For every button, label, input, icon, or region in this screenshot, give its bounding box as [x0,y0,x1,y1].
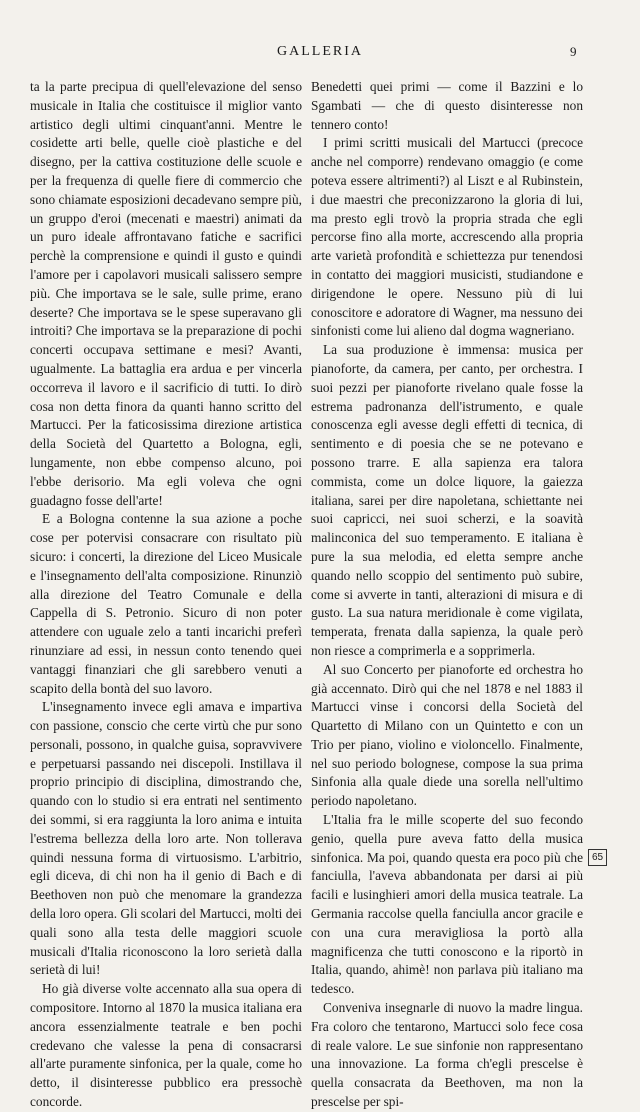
page-number: 9 [570,44,577,59]
paragraph: La sua produzione è immensa: musica per pianoforte, da camera, per canto, per orchestra. I suoi pezzi per pianoforte rivelano quale fosse la estrema padronanza dell'istrumento, e quale conoscenza egli avesse degli effetti di tecnica, di sentimento e di poesia che se ne potevano e possono trarre. E alla sapienza era talora commista, come un dolce liquore, la gaiezza italiana, sarei per dire napoletana, schiettante nei suoi capricci, nei suoi scherzi, e la soavità malinconica del suo temperamento. E italiana è pure la sua melodia, ed eletta sempre anche quando nello scoppio del sentimento può subire, come si avverte in tanti, alterazioni di misura e di gusto. La sua natura meridionale è come vigilata, temperata, frenata dalla sapienza, la quale però non riesce a comprimerla e a sopprimerla. [311,342,583,658]
paragraph: E a Bologna contenne la sua azione a poche cose per potervisi consacrare con risultato più sicuro: i concerti, la direzione del Liceo Musicale e l'insegnamento dell'alta composizione. Rinunziò alla direzione del Teatro Comunale e della Cappella di S. Petronio. Sicuro di non poter attendere con uguale zelo a tanti incarichi preferì rinunziare ad essi, in nessun conto tenendo quei vantaggi finanziari che gli sarebbero venuti a scapito della bontà del suo lavoro. [30,511,302,696]
paragraph: L'insegnamento invece egli amava e impartiva con passione, conscio che certe virtù che pur sono personali, possono, in qualche guisa, sopravvivere e perpetuarsi passando nei discepoli. Instillava il proprio principio di disciplina, dimostrando che, quando con lo studio si era entrati nel sentimento dei sommi, si era raggiunta la loro anima e intuita l'estrema bellezza della loro arte. Non tollerava quindi nessuna forma di virtuosismo. L'arbitrio, egli diceva, di chi non ha il genio di Bach e di Beethoven non può che menomare la grandezza della loro opera. Gli scolari del Martucci, molti dei quali sono alla testa delle maggiori scuole musicali d'Italia riconoscono la loro serietà dalla serietà di lui! [30,699,302,978]
paragraph: Benedetti quei primi — come il Bazzini e lo Sgambati — che di questo disinteresse non tennero conto! [311,79,583,132]
right-column [311,78,583,1112]
running-head: GALLERIA [277,44,363,59]
left-column [30,78,302,1112]
folio-box: 65 [588,849,607,866]
paragraph: L'Italia fra le mille scoperte del suo fecondo genio, quella pure aveva fatto della musica sinfonica. Ma poi, quando questa era poco più che fanciulla, l'aveva abbandonata per darsi ai più facili e lusinghieri amori della musica teatrale. La Germania raccolse quella fanciulla ancor gracile e con una cura meravigliosa la portò alla magnificenza che tutti conoscono e la riportò in Italia, quando, ahimè! non parlava più italiano ma tedesco. [311,812,583,997]
paragraph: Conveniva insegnarle di nuovo la madre lingua. Fra coloro che tentarono, Martucci solo fece cosa di reale valore. Le sue sinfonie non rappresentano una innovazione. La forma ch'egli prescelse è quella consacrata da Beethoven, ma non la prescelse per spi- [311,1000,583,1110]
paragraph: Ho già diverse volte accennato alla sua opera di compositore. Intorno al 1870 la musica italiana era ancora essenzialmente teatrale e ben pochi credevano che valesse la pena di consacrarsi all'arte puramente sinfonica, per la quale, come ho detto, il disinteresse pubblico era pressochè concorde. [30,981,302,1110]
paragraph: ta la parte precipua di quell'elevazione del senso musicale in Italia che costituisce il miglior vanto artistico degli ultimi cinquant'anni. Mentre le cosidette arti belle, quelle cioè plastiche e del disegno, per la cattiva costituzione delle scuole e per la frequenza di quelle fiere di commercio che sono chiamate esposizioni decadevano sempre più, un gruppo d'eroi (mecenati e maestri) animati da un puro ideale affrontavano fatiche e sacrifici perchè la comprensione e quindi il gusto e quindi l'amore per i capolavori musicali salissero sempre più. Che importava se le sale, sulle prime, erano deserte? Che importava se le spese superavano gli introiti? Che importava se la preparazione di pochi concerti occupava settimane e mesi? Avanti, ugualmente. La battaglia era ardua e per vincerla occorreva il lavoro e il sacrificio di tutti. Io dirò cosa non detta finora da quanti hanno scritto del Martucci. Per la faticosissima direzione artistica della Società del Quartetto a Bologna, egli, lungamente, non ebbe compenso alcuno, poi l'ebbe derisorio. Ma egli voleva che ogni guadagno fosse dell'arte! [30,79,302,508]
paragraph: I primi scritti musicali del Martucci (precoce anche nel comporre) rendevano omaggio (e come poteva essere altrimenti?) al Liszt e al Rubinstein, i due maestri che preconizzarono la gloria di lui, ma presto egli trovò la propria strada che egli percorse fino alla morte, accrescendo alla propria arte varietà profondità e schiettezza pur tenendosi in contatto dei maggiori musicisti, studiandone e dirigendone le opere. Nessuno più di lui conoscitore e adoratore di Wagner, ma nessuno dei sinfonisti come lui alieno dal dogma wagneriano. [311,135,583,339]
paragraph: Al suo Concerto per pianoforte ed orchestra ho già accennato. Dirò qui che nel 1878 e nel 1883 il Martucci vinse i concorsi della Società del Quartetto di Milano con un Quintetto e con un Trio per piano, violino e violoncello. Finalmente, nel suo periodo bolognese, compose la sua prima Sinfonia alla quale diede una sorella nell'ultimo periodo napoletano. [311,661,583,809]
page-header [0,44,640,64]
